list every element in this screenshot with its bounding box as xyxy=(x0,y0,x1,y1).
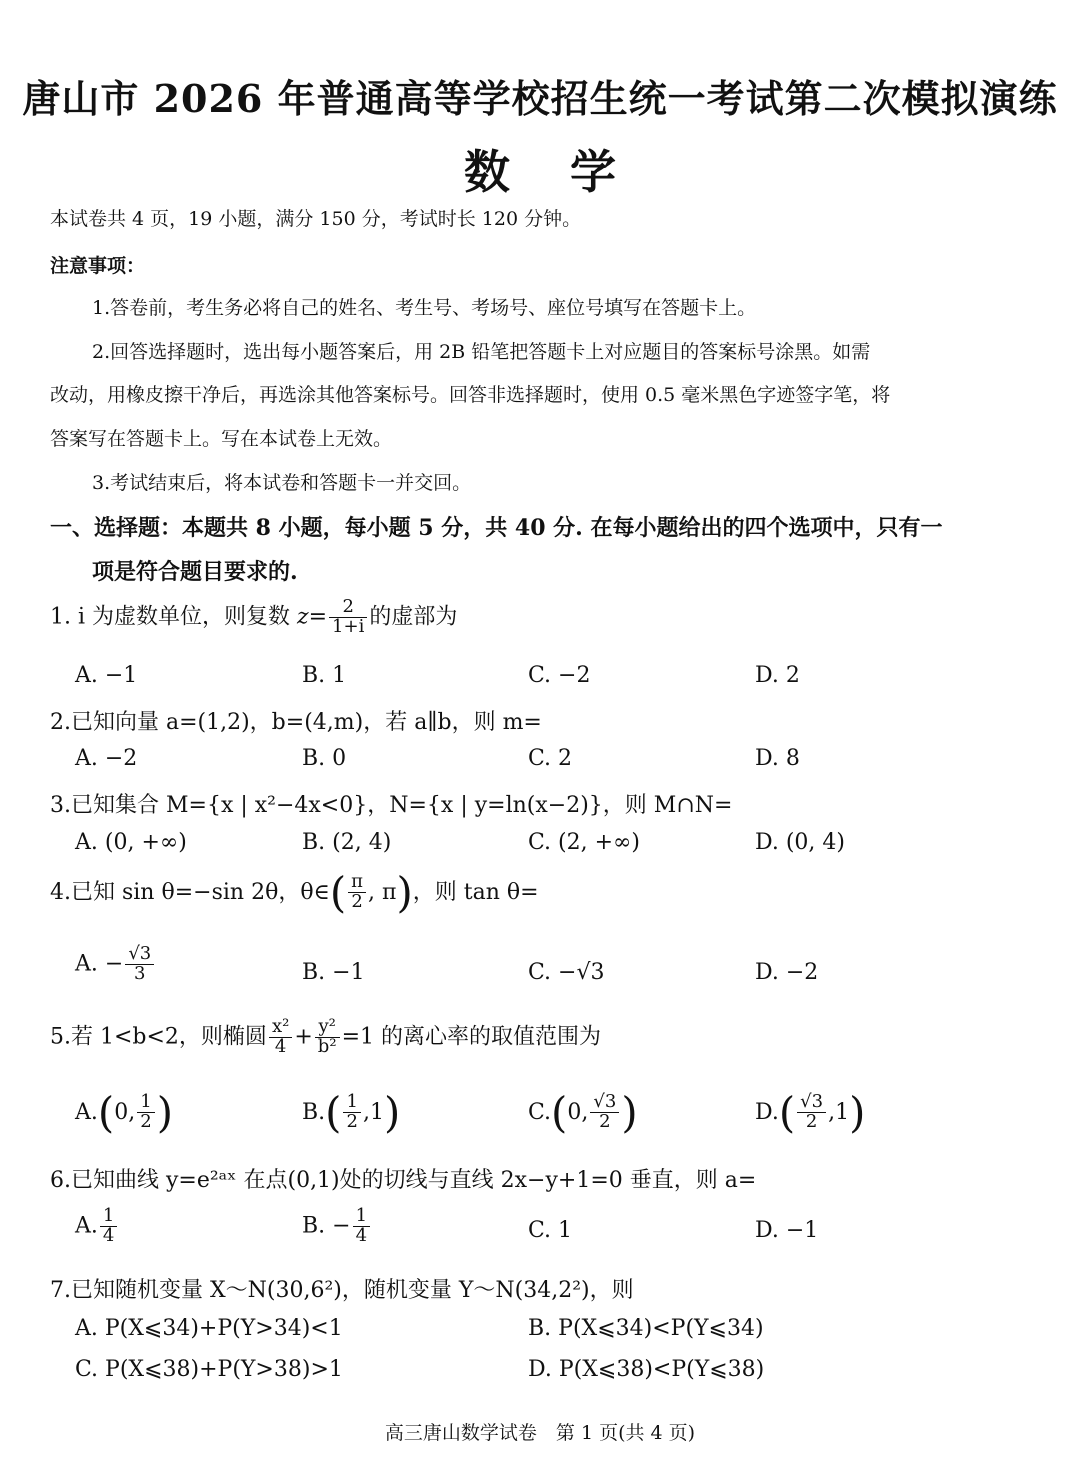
q5-c-fraction xyxy=(590,1093,619,1132)
q4-option-c: C. −√3 xyxy=(528,960,605,985)
question-3: 3.已知集合 M={x | x²−4x<0}，N={x | y=ln(x−2)}，则 M∩N= xyxy=(50,793,733,818)
q5-d-den: 2 xyxy=(805,1111,818,1133)
q4-paren-open: ( xyxy=(329,868,347,917)
q2-option-d: D. 8 xyxy=(755,746,800,771)
q4-option-a xyxy=(75,945,156,984)
q3-option-c: C. (2, +∞) xyxy=(528,830,640,855)
q4-a-den: 3 xyxy=(134,962,146,984)
q5-c-den: 2 xyxy=(599,1111,611,1133)
page-footer: 高三唐山数学试卷 第 1 页(共 4 页) xyxy=(384,1422,696,1444)
q5-b-paren-close: ) xyxy=(383,1088,401,1137)
q7-option-d: D. P(X⩽38)<P(Y⩽38) xyxy=(528,1357,765,1382)
q1-option-a: A. −1 xyxy=(75,663,138,688)
q4-a-fraction xyxy=(125,945,154,984)
q4-mid: , π xyxy=(368,879,397,905)
q5-b-fraction xyxy=(343,1093,360,1132)
notice-heading: 注意事项： xyxy=(50,255,146,277)
q5-c-left: 0, xyxy=(567,1099,589,1125)
q5-option-b xyxy=(302,1088,401,1137)
q6-a-num: 1 xyxy=(100,1207,117,1227)
q5-a-paren-close: ) xyxy=(156,1088,173,1137)
question-1 xyxy=(50,598,457,637)
q5-a-num: 1 xyxy=(137,1093,154,1113)
q5-c-num: √3 xyxy=(590,1093,619,1113)
q4-den: 2 xyxy=(351,891,363,913)
q5-b-paren-open: ( xyxy=(325,1088,342,1137)
q6-a-fraction xyxy=(100,1207,117,1246)
q1-option-d: D. 2 xyxy=(755,663,800,688)
q5-d-num: √3 xyxy=(797,1093,826,1113)
q5-d-fraction xyxy=(797,1093,826,1132)
q3-option-a: A. (0, +∞) xyxy=(75,830,187,855)
q5-a-left: 0, xyxy=(114,1099,136,1125)
question-7: 7.已知随机变量 X～N(30,6²)，随机变量 Y～N(34,2²)，则 xyxy=(50,1278,634,1303)
q7-option-a: A. P(X⩽34)+P(Y>34)<1 xyxy=(75,1316,343,1341)
q4-option-b: B. −1 xyxy=(302,960,365,985)
q1-tail: 的虚部为 xyxy=(369,604,458,630)
q1-fraction xyxy=(329,598,367,637)
q5-d-right: ,1 xyxy=(828,1099,850,1125)
q5-d-paren-close: ) xyxy=(849,1088,866,1137)
q5-a-paren-open: ( xyxy=(97,1088,115,1137)
q5-option-a xyxy=(75,1088,173,1137)
q5-option-d xyxy=(755,1088,866,1137)
q5-num-1: x² xyxy=(269,1018,292,1038)
q5-a-prefix: A. xyxy=(75,1099,98,1125)
q3-option-b: B. (2, 4) xyxy=(302,830,392,855)
q6-option-b xyxy=(302,1207,372,1246)
notice-item-2-line-1: 2.回答选择题时，选出每小题答案后，用 2B 铅笔把答题卡上对应题目的答案标号涂黑。如需 xyxy=(92,341,871,363)
q5-d-paren-open: ( xyxy=(778,1088,796,1137)
q6-option-a xyxy=(75,1207,119,1246)
q4-stem: 4.已知 sin θ=−sin 2θ，θ∈ xyxy=(50,879,330,905)
q3-option-d: D. (0, 4) xyxy=(755,830,845,855)
q5-c-prefix: C. xyxy=(528,1099,552,1125)
q2-option-c: C. 2 xyxy=(528,746,573,771)
notice-item-2-line-2: 改动，用橡皮擦干净后，再选涂其他答案标号。回答非选择题时，使用 0.5 毫米黑色字迹签字笔，将 xyxy=(50,384,891,406)
subject-title: 数学 xyxy=(464,145,676,199)
q5-a-den: 2 xyxy=(140,1111,152,1133)
q5-c-paren-open: ( xyxy=(551,1088,568,1137)
q5-fraction-y xyxy=(315,1018,340,1057)
q5-den-2: b² xyxy=(317,1035,337,1057)
q5-stem: 5.若 1<b<2，则椭圆 xyxy=(50,1024,267,1050)
q4-paren-close: ) xyxy=(396,868,413,917)
q6-b-num: 1 xyxy=(353,1207,370,1227)
q6-b-prefix: B. − xyxy=(302,1213,351,1239)
q4-num: π xyxy=(348,873,366,893)
q4-fraction xyxy=(348,873,366,912)
q5-b-right: ,1 xyxy=(362,1099,384,1125)
question-4 xyxy=(50,868,539,917)
q6-option-c: C. 1 xyxy=(528,1218,573,1243)
section-1-heading-cont: 项是符合题目要求的. xyxy=(92,559,298,585)
notice-item-2-line-3: 答案写在答题卡上。写在本试卷上无效。 xyxy=(50,428,393,450)
q1-stem: 1. i 为虚数单位，则复数 xyxy=(50,604,298,630)
notice-item-3: 3.考试结束后，将本试卷和答题卡一并交回。 xyxy=(92,472,472,494)
q5-plus: + xyxy=(294,1024,313,1050)
q5-c-paren-close: ) xyxy=(621,1088,638,1137)
q4-option-d: D. −2 xyxy=(755,960,819,985)
q5-d-prefix: D. xyxy=(755,1099,779,1125)
q5-option-c xyxy=(528,1088,638,1137)
section-1-heading: 一、选择题：本题共 8 小题，每小题 5 分，共 40 分. 在每小题给出的四个选项中，只有一 xyxy=(50,515,943,541)
q7-option-b: B. P(X⩽34)<P(Y⩽34) xyxy=(528,1316,764,1341)
q2-option-a: A. −2 xyxy=(75,746,138,771)
question-5 xyxy=(50,1018,601,1057)
q1-var: z xyxy=(297,604,309,630)
q2-option-b: B. 0 xyxy=(302,746,347,771)
q6-option-d: D. −1 xyxy=(755,1218,819,1243)
exam-intro: 本试卷共 4 页，19 小题，满分 150 分，考试时长 120 分钟。 xyxy=(50,208,582,230)
q1-num: 2 xyxy=(329,598,367,618)
q4-a-num: √3 xyxy=(125,945,154,965)
q5-b-den: 2 xyxy=(346,1111,358,1133)
q4-a-prefix: A. − xyxy=(75,951,124,977)
q5-b-prefix: B. xyxy=(302,1099,326,1125)
q5-den-1: 4 xyxy=(274,1035,287,1057)
q5-tail: =1 的离心率的取值范围为 xyxy=(341,1024,601,1050)
q5-fraction-x xyxy=(269,1018,292,1057)
q5-b-num: 1 xyxy=(343,1093,360,1113)
q6-a-prefix: A. xyxy=(75,1213,98,1239)
q6-b-den: 4 xyxy=(355,1224,368,1246)
q1-eq: = xyxy=(308,604,328,630)
question-6: 6.已知曲线 y=e²ᵃˣ 在点(0,1)处的切线与直线 2x−y+1=0 垂直，则 a= xyxy=(50,1168,757,1193)
q1-option-b: B. 1 xyxy=(302,663,347,688)
q7-option-c: C. P(X⩽38)+P(Y>38)>1 xyxy=(75,1357,343,1382)
q1-den: 1+i xyxy=(332,615,365,637)
q5-a-fraction xyxy=(137,1093,154,1132)
q6-a-den: 4 xyxy=(102,1224,115,1246)
q5-num-2: y² xyxy=(315,1018,340,1038)
q4-tail: ，则 tan θ= xyxy=(412,879,539,905)
q1-option-c: C. −2 xyxy=(528,663,591,688)
q6-b-fraction xyxy=(353,1207,370,1246)
exam-title: 唐山市 2026 年普通高等学校招生统一考试第二次模拟演练 xyxy=(22,76,1058,121)
notice-item-1: 1.答卷前，考生务必将自己的姓名、考生号、考场号、座位号填写在答题卡上。 xyxy=(92,297,757,319)
question-2: 2.已知向量 a=(1,2)，b=(4,m)，若 a∥b，则 m= xyxy=(50,710,542,735)
